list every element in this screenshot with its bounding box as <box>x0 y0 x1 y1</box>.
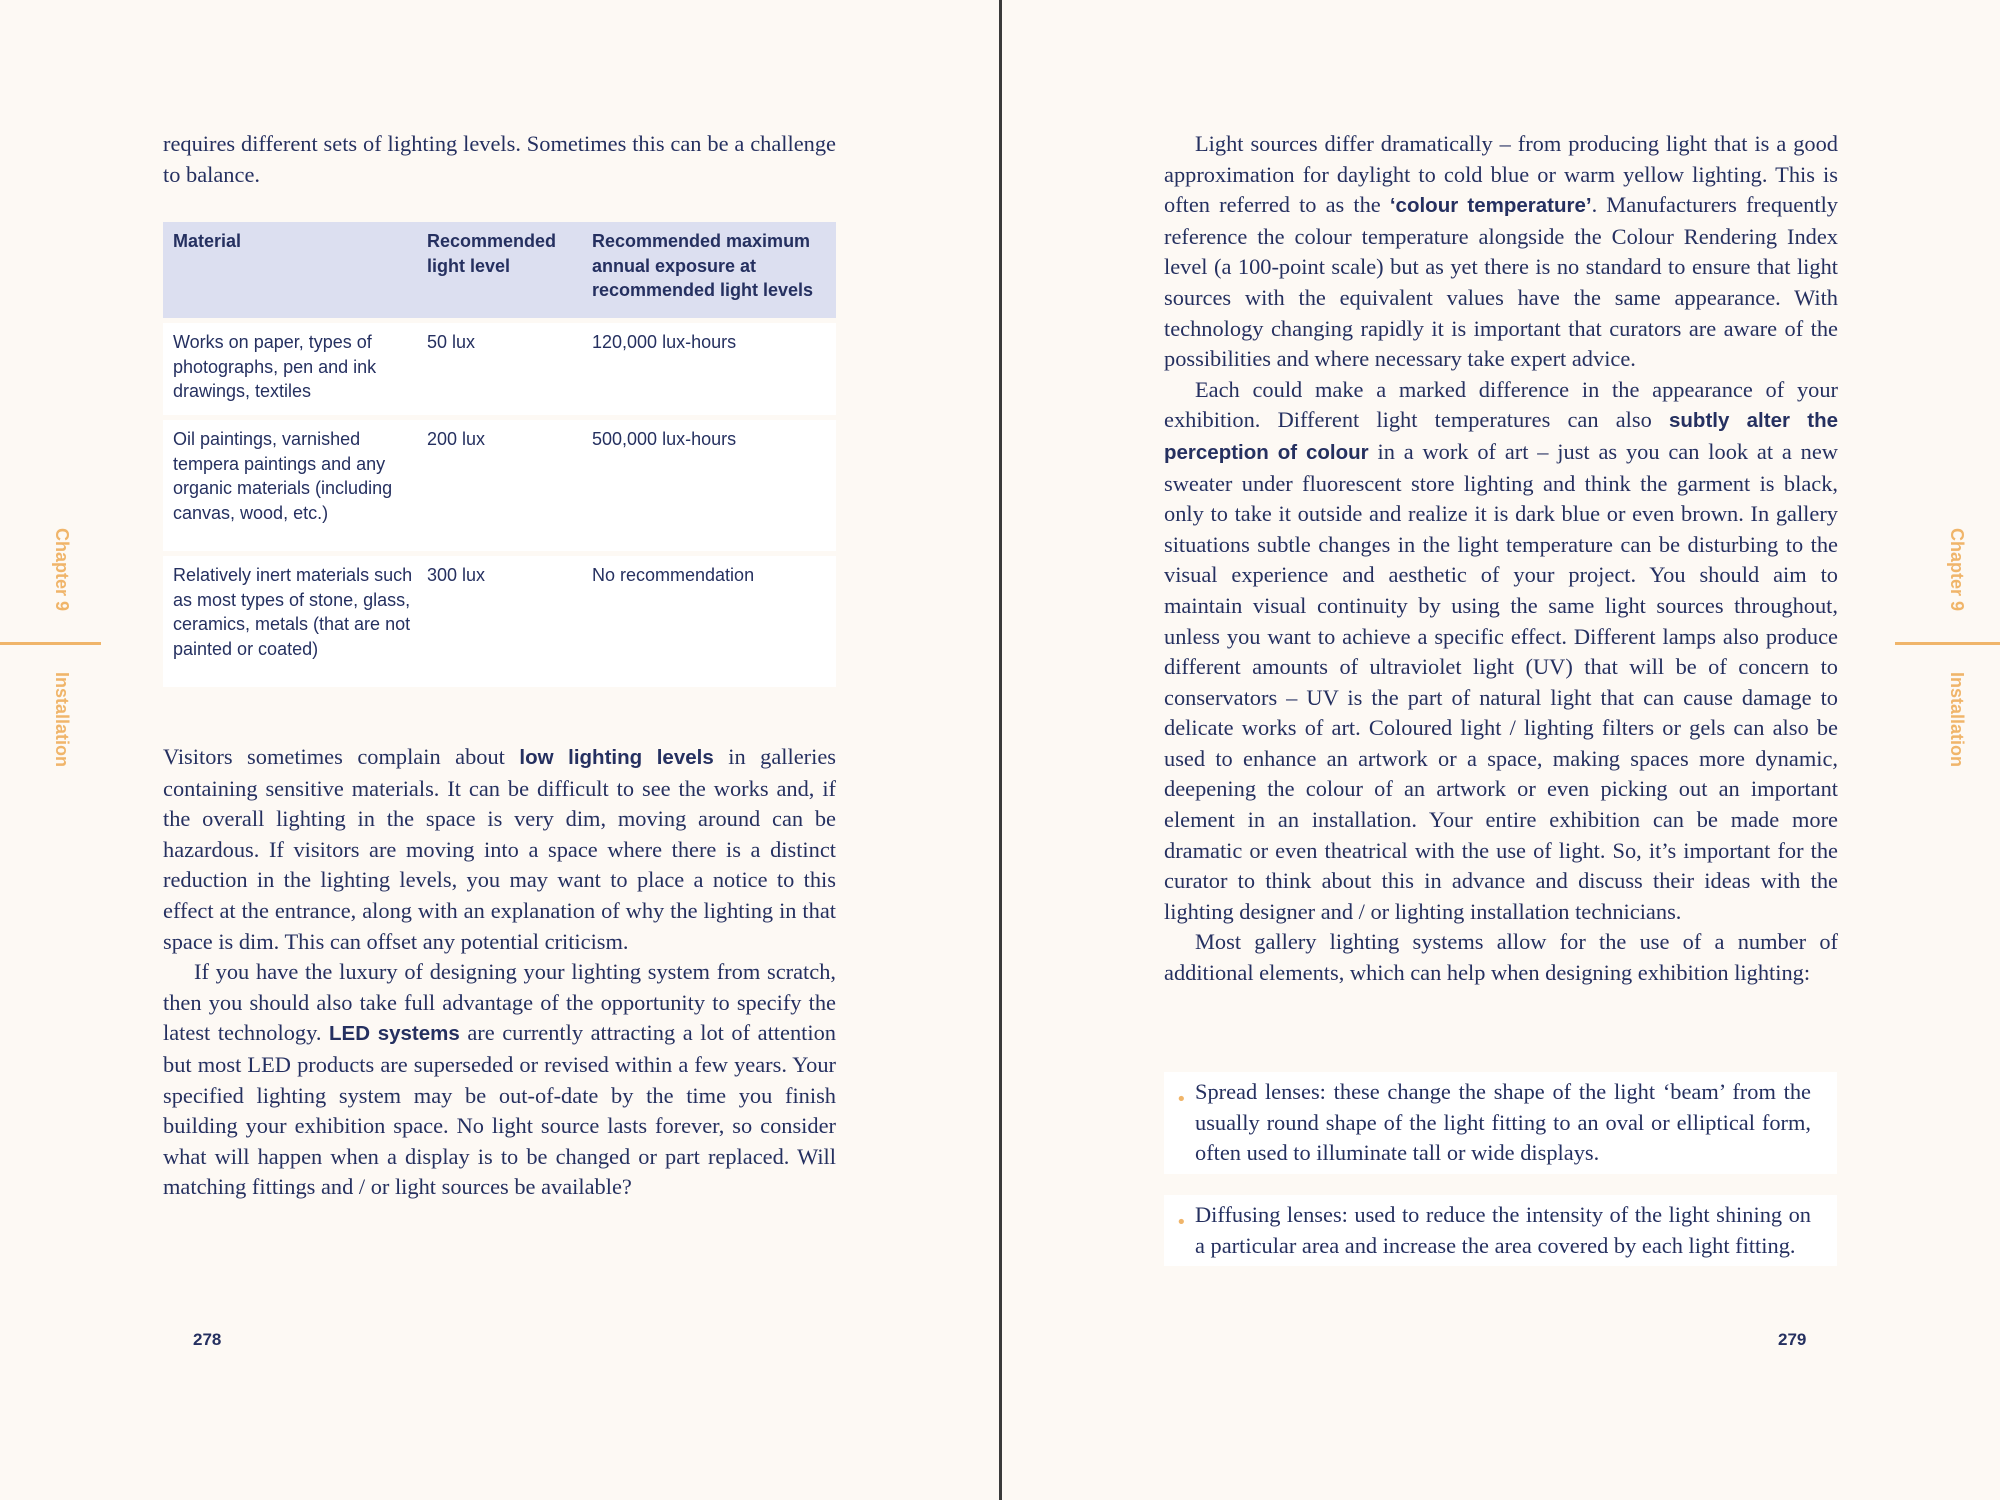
bold-term-low-lighting-levels: low lighting levels <box>519 746 714 769</box>
bullet-item-spread-lenses <box>1164 1072 1837 1174</box>
text-run: . Manufacturers frequently reference the colour temperature alongside the Colour Rendering Index level (a 100-point scale) but as yet there is no standard to ensure that light sources with the equivalent values have the same appearance. With technology changing rapidly it is important that curators are aware of the possibilities and where necessary take expert advice. <box>1164 192 1838 372</box>
text-run: Each could make a marked difference in the appearance of your exhibition. Different light temperatures can also <box>1164 376 1838 433</box>
body-paragraph <box>1164 375 1838 928</box>
text-run: in galleries containing sensitive materials. It can be difficult to see the works and, if the overall lighting in the space is very dim, moving around can be hazardous. If visitors are moving into a space where there is a distinct reduction in the lighting levels, you may want to place a notice to this effect at the entrance, along with an explanation of why the lighting in that space is dim. This can offset any potential criticism. <box>163 744 836 954</box>
section-label: Installation <box>52 672 72 768</box>
text-run: If you have the luxury of designing your lighting system from scratch, then you should also take full advantage of the opportunity to specify the latest technology. <box>163 959 836 1046</box>
text-run: Light sources differ dramatically – from producing light that is a good approximation for daylight to cold blue or warm yellow lighting. This is often referred to as the <box>1164 131 1838 218</box>
page-number-left: 278 <box>193 1330 222 1349</box>
section-label: Installation <box>1947 672 1967 768</box>
left-body-text <box>163 742 836 1203</box>
bold-term-led-systems: LED systems <box>329 1022 460 1046</box>
table-cell-light-level: 200 lux <box>427 429 486 449</box>
table-cell-material: Works on paper, types of photographs, pen and ink drawings, textiles <box>173 332 377 401</box>
table-cell-exposure: 500,000 lux-hours <box>592 429 737 449</box>
table-header-material: Material <box>173 231 242 251</box>
text-run: Visitors sometimes complain about <box>163 744 520 769</box>
body-paragraph <box>163 957 836 1203</box>
table-cell-material: Relatively inert materials such as most types of stone, glass, ceramics, metals (that are not painted or coated) <box>173 565 413 659</box>
table-cell-exposure: 120,000 lux-hours <box>592 332 737 352</box>
text-run: are currently attracting a lot of attention but most LED products are superseded or revised within a few years. Your specified lighting system may be out-of-date by the time you finish building your exhibition space. No light source lasts forever, so consider what will happen when a display is to be changed or part replaced. Will matching fittings and / or light sources be available? <box>163 1020 836 1200</box>
bullet-icon: • <box>1176 1212 1187 1233</box>
chapter-label: Chapter 9 <box>52 528 72 612</box>
left-intro-text <box>163 129 836 190</box>
bullet-item-diffusing-lenses <box>1164 1195 1837 1266</box>
body-paragraph <box>163 742 836 957</box>
table-row <box>163 323 836 415</box>
bullet-icon: • <box>1176 1089 1187 1110</box>
body-paragraph <box>1164 129 1838 375</box>
bold-term-perception-of-colour: subtly alter the perception of colour <box>1164 409 1838 464</box>
table-cell-light-level: 50 lux <box>427 332 476 352</box>
page-number-right: 279 <box>1778 1330 1807 1349</box>
chapter-label: Chapter 9 <box>1947 528 1967 612</box>
light-level-table <box>163 222 836 687</box>
bullet-text: Spread lenses: these change the shape of the light ‘beam’ from the usually round shape of the light fitting to an oval or elliptical form, often used to illuminate tall or wide displays. <box>1195 1079 1811 1166</box>
table-cell-material: Oil paintings, varnished tempera paintings and any organic materials (including canvas, wood, etc.) <box>173 429 393 523</box>
table-header-exposure: Recommended maximum annual exposure at recommended light levels <box>592 231 814 300</box>
intro-paragraph: requires different sets of lighting levels. Sometimes this can be a challenge to balance. <box>163 131 836 187</box>
side-tab-left <box>0 520 100 780</box>
side-tab-rule <box>1895 642 2000 645</box>
body-paragraph: Most gallery lighting systems allow for the use of a number of additional elements, which can help when designing exhibition lighting: <box>1164 929 1838 986</box>
side-tab-right <box>1895 520 1995 780</box>
table-cell-exposure: No recommendation <box>592 565 755 585</box>
table-row <box>163 420 836 551</box>
right-body-text <box>1164 129 1838 989</box>
table-cell-light-level: 300 lux <box>427 565 486 585</box>
table-row <box>163 556 836 687</box>
table-header-row <box>163 222 836 318</box>
text-run: in a work of art – just as you can look at a new sweater under fluorescent store lighting and think the garment is black, only to take it outside and realize it is dark blue or even brown. In gallery situations subtle changes in the light temperature can be disturbing to the visual experience and aesthetic of your project. You should aim to maintain visual continuity by using the same light sources throughout, unless you want to achieve a specific effect. Different lamps also produce different amounts of ultraviolet light (UV) that will be of concern to conservators – UV is the part of natural light that can cause damage to delicate works of art. Coloured light / lighting filters or gels can also be used to enhance an artwork or a space, making spaces more dynamic, deepening the colour of an artwork or even picking out an important element in an installation. Your entire exhibition can be made more dramatic or even theatrical with the use of light. So, it’s important for the curator to think about this in advance and discuss their ideas with the lighting designer and / or lighting installation technicians. <box>1164 438 1838 924</box>
bold-term-colour-temperature: ‘colour temperature’ <box>1389 194 1592 218</box>
side-tab-rule <box>0 642 101 645</box>
bullet-text: Diffusing lenses: used to reduce the intensity of the light shining on a particular area and increase the area covered by each light fitting. <box>1195 1202 1811 1258</box>
table-header-light-level: Recommended light level <box>427 231 557 276</box>
